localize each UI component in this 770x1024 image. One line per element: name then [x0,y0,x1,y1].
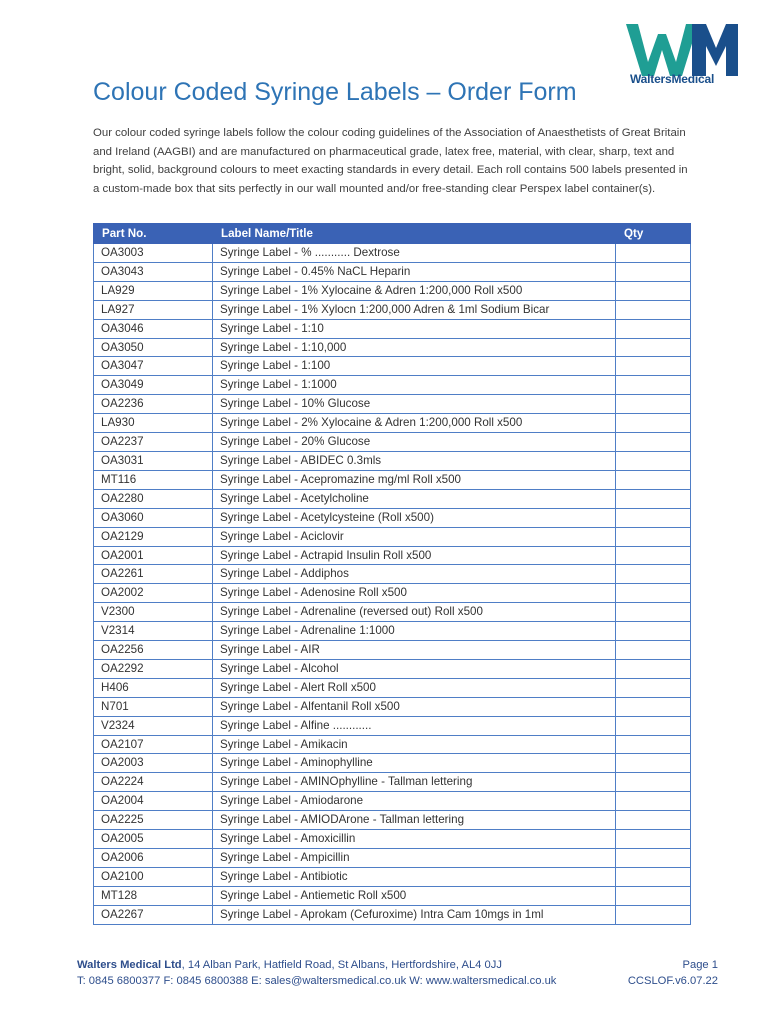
footer-address-line: , 14 Alban Park, Hatfield Road, St Albans, Hertfordshire, AL4 0JJ [181,959,502,971]
qty-cell[interactable] [616,905,691,924]
table-row [94,716,691,735]
part-no-cell: OA2224 [94,773,213,792]
part-no-cell: OA2004 [94,792,213,811]
part-no-cell: OA2002 [94,584,213,603]
label-name-cell: Syringe Label - 2% Xylocaine & Adren 1:200,000 Roll x500 [213,414,616,433]
table-row [94,678,691,697]
table-row [94,508,691,527]
label-name-cell: Syringe Label - Aciclovir [213,527,616,546]
label-name-cell: Syringe Label - Alfine ............ [213,716,616,735]
table-row [94,451,691,470]
header-part-no: Part No. [94,224,213,244]
table-row [94,489,691,508]
table-body [94,244,691,925]
label-name-cell: Syringe Label - Actrapid Insulin Roll x500 [213,546,616,565]
part-no-cell: OA2236 [94,395,213,414]
table-row [94,395,691,414]
qty-cell[interactable] [616,849,691,868]
table-row [94,622,691,641]
header-label-name: Label Name/Title [213,224,616,244]
table-row [94,659,691,678]
logo-wordmark: WaltersMedical [630,72,715,86]
label-name-cell: Syringe Label - Aminophylline [213,754,616,773]
qty-cell[interactable] [616,754,691,773]
table-row [94,281,691,300]
table-row [94,886,691,905]
qty-cell[interactable] [616,678,691,697]
part-no-cell: V2300 [94,603,213,622]
part-no-cell: OA2225 [94,811,213,830]
page-number: Page 1 [682,959,718,971]
qty-cell[interactable] [616,338,691,357]
page-title: Colour Coded Syringe Labels – Order Form [93,78,577,106]
table-row [94,697,691,716]
qty-cell[interactable] [616,659,691,678]
part-no-cell: OA2107 [94,735,213,754]
table-row [94,811,691,830]
order-table [93,223,691,925]
label-name-cell: Syringe Label - Antibiotic [213,867,616,886]
table-row [94,603,691,622]
part-no-cell: OA2129 [94,527,213,546]
table-row [94,905,691,924]
qty-cell[interactable] [616,622,691,641]
qty-cell[interactable] [616,716,691,735]
part-no-cell: OA2006 [94,849,213,868]
label-name-cell: Syringe Label - 0.45% NaCL Heparin [213,262,616,281]
label-name-cell: Syringe Label - 1% Xylocaine & Adren 1:200,000 Roll x500 [213,281,616,300]
part-no-cell: OA3060 [94,508,213,527]
qty-cell[interactable] [616,262,691,281]
part-no-cell: OA3003 [94,244,213,263]
qty-cell[interactable] [616,773,691,792]
table-row [94,414,691,433]
part-no-cell: OA3031 [94,451,213,470]
table-row [94,584,691,603]
qty-cell[interactable] [616,697,691,716]
qty-cell[interactable] [616,414,691,433]
part-no-cell: OA2292 [94,659,213,678]
table-row [94,470,691,489]
label-name-cell: Syringe Label - AIR [213,641,616,660]
table-row [94,565,691,584]
label-name-cell: Syringe Label - Alfentanil Roll x500 [213,697,616,716]
qty-cell[interactable] [616,830,691,849]
qty-cell[interactable] [616,735,691,754]
qty-cell[interactable] [616,451,691,470]
table-row [94,867,691,886]
footer-company: Walters Medical Ltd [77,959,182,971]
qty-cell[interactable] [616,244,691,263]
qty-cell[interactable] [616,584,691,603]
qty-cell[interactable] [616,886,691,905]
label-name-cell: Syringe Label - 1% Xylocn 1:200,000 Adren & 1ml Sodium Bicar [213,300,616,319]
label-name-cell: Syringe Label - AMIODArone - Tallman lettering [213,811,616,830]
part-no-cell: OA2280 [94,489,213,508]
label-name-cell: Syringe Label - 10% Glucose [213,395,616,414]
part-no-cell: LA929 [94,281,213,300]
part-no-cell: N701 [94,697,213,716]
intro-paragraph: Our colour coded syringe labels follow the colour coding guidelines of the Association of Anaesthetists of Great Britain and Ireland (AAGBI) and are manufactured on pharmaceutical grade, latex free, material, with clear, sharp, text and bright, solid, background colours to meet exacting standards in every detail. Each roll contains 500 labels presented in a custom-made box that sits perfectly in our wall mounted and/or free-standing clear Perspex label container(s). [93,127,688,195]
label-name-cell: Syringe Label - Adenosine Roll x500 [213,584,616,603]
table-row [94,792,691,811]
part-no-cell: H406 [94,678,213,697]
table-row [94,735,691,754]
footer-meta [628,957,718,989]
table-row [94,244,691,263]
table-row [94,357,691,376]
qty-cell[interactable] [616,281,691,300]
table-row [94,546,691,565]
label-name-cell: Syringe Label - Adrenaline 1:1000 [213,622,616,641]
qty-cell[interactable] [616,565,691,584]
label-name-cell: Syringe Label - Aprokam (Cefuroxime) Intra Cam 10mgs in 1ml [213,905,616,924]
table-row [94,773,691,792]
part-no-cell: OA3043 [94,262,213,281]
qty-cell[interactable] [616,603,691,622]
qty-cell[interactable] [616,489,691,508]
qty-cell[interactable] [616,470,691,489]
label-name-cell: Syringe Label - 20% Glucose [213,433,616,452]
table-row [94,830,691,849]
part-no-cell: OA2267 [94,905,213,924]
part-no-cell: OA2237 [94,433,213,452]
label-name-cell: Syringe Label - Antiemetic Roll x500 [213,886,616,905]
table-row [94,376,691,395]
header-qty: Qty [616,224,691,244]
part-no-cell: OA3049 [94,376,213,395]
part-no-cell: OA3046 [94,319,213,338]
table-row [94,319,691,338]
table-row [94,849,691,868]
table-row [94,338,691,357]
part-no-cell: OA3050 [94,338,213,357]
qty-cell[interactable] [616,641,691,660]
label-name-cell: Syringe Label - ABIDEC 0.3mls [213,451,616,470]
part-no-cell: V2324 [94,716,213,735]
part-no-cell: OA2001 [94,546,213,565]
part-no-cell: OA3047 [94,357,213,376]
part-no-cell: OA2261 [94,565,213,584]
label-name-cell: Syringe Label - Amiodarone [213,792,616,811]
qty-cell[interactable] [616,792,691,811]
label-name-cell: Syringe Label - Acetylcysteine (Roll x500) [213,508,616,527]
qty-cell[interactable] [616,433,691,452]
table-row [94,754,691,773]
part-no-cell: LA927 [94,300,213,319]
qty-cell[interactable] [616,811,691,830]
table-row [94,433,691,452]
footer-contact: T: 0845 6800377 F: 0845 6800388 E: sales@waltersmedical.co.uk W: www.waltersmedical.co.uk [77,975,557,987]
qty-cell[interactable] [616,357,691,376]
qty-cell[interactable] [616,508,691,527]
label-name-cell: Syringe Label - Alcohol [213,659,616,678]
label-name-cell: Syringe Label - Amoxicillin [213,830,616,849]
label-name-cell: Syringe Label - Amikacin [213,735,616,754]
label-name-cell: Syringe Label - 1:1000 [213,376,616,395]
table-row [94,641,691,660]
label-name-cell: Syringe Label - 1:10 [213,319,616,338]
part-no-cell: OA2003 [94,754,213,773]
label-name-cell: Syringe Label - 1:100 [213,357,616,376]
label-name-cell: Syringe Label - Alert Roll x500 [213,678,616,697]
part-no-cell: OA2100 [94,867,213,886]
table-row [94,527,691,546]
label-name-cell: Syringe Label - % ........... Dextrose [213,244,616,263]
label-name-cell: Syringe Label - Acetylcholine [213,489,616,508]
qty-cell[interactable] [616,376,691,395]
doc-version: CCSLOF.v6.07.22 [627,975,718,987]
part-no-cell: LA930 [94,414,213,433]
qty-cell[interactable] [616,527,691,546]
label-name-cell: Syringe Label - Addiphos [213,565,616,584]
qty-cell[interactable] [616,395,691,414]
qty-cell[interactable] [616,867,691,886]
part-no-cell: MT116 [94,470,213,489]
table-row [94,300,691,319]
table-header-row [94,224,691,244]
label-name-cell: Syringe Label - AMINOphylline - Tallman lettering [213,773,616,792]
label-name-cell: Syringe Label - 1:10,000 [213,338,616,357]
part-no-cell: OA2256 [94,641,213,660]
part-no-cell: OA2005 [94,830,213,849]
qty-cell[interactable] [616,546,691,565]
qty-cell[interactable] [616,300,691,319]
part-no-cell: MT128 [94,886,213,905]
part-no-cell: V2314 [94,622,213,641]
qty-cell[interactable] [616,319,691,338]
label-name-cell: Syringe Label - Acepromazine mg/ml Roll x500 [213,470,616,489]
table-row [94,262,691,281]
footer-address [77,957,556,989]
label-name-cell: Syringe Label - Adrenaline (reversed out) Roll x500 [213,603,616,622]
label-name-cell: Syringe Label - Ampicillin [213,849,616,868]
